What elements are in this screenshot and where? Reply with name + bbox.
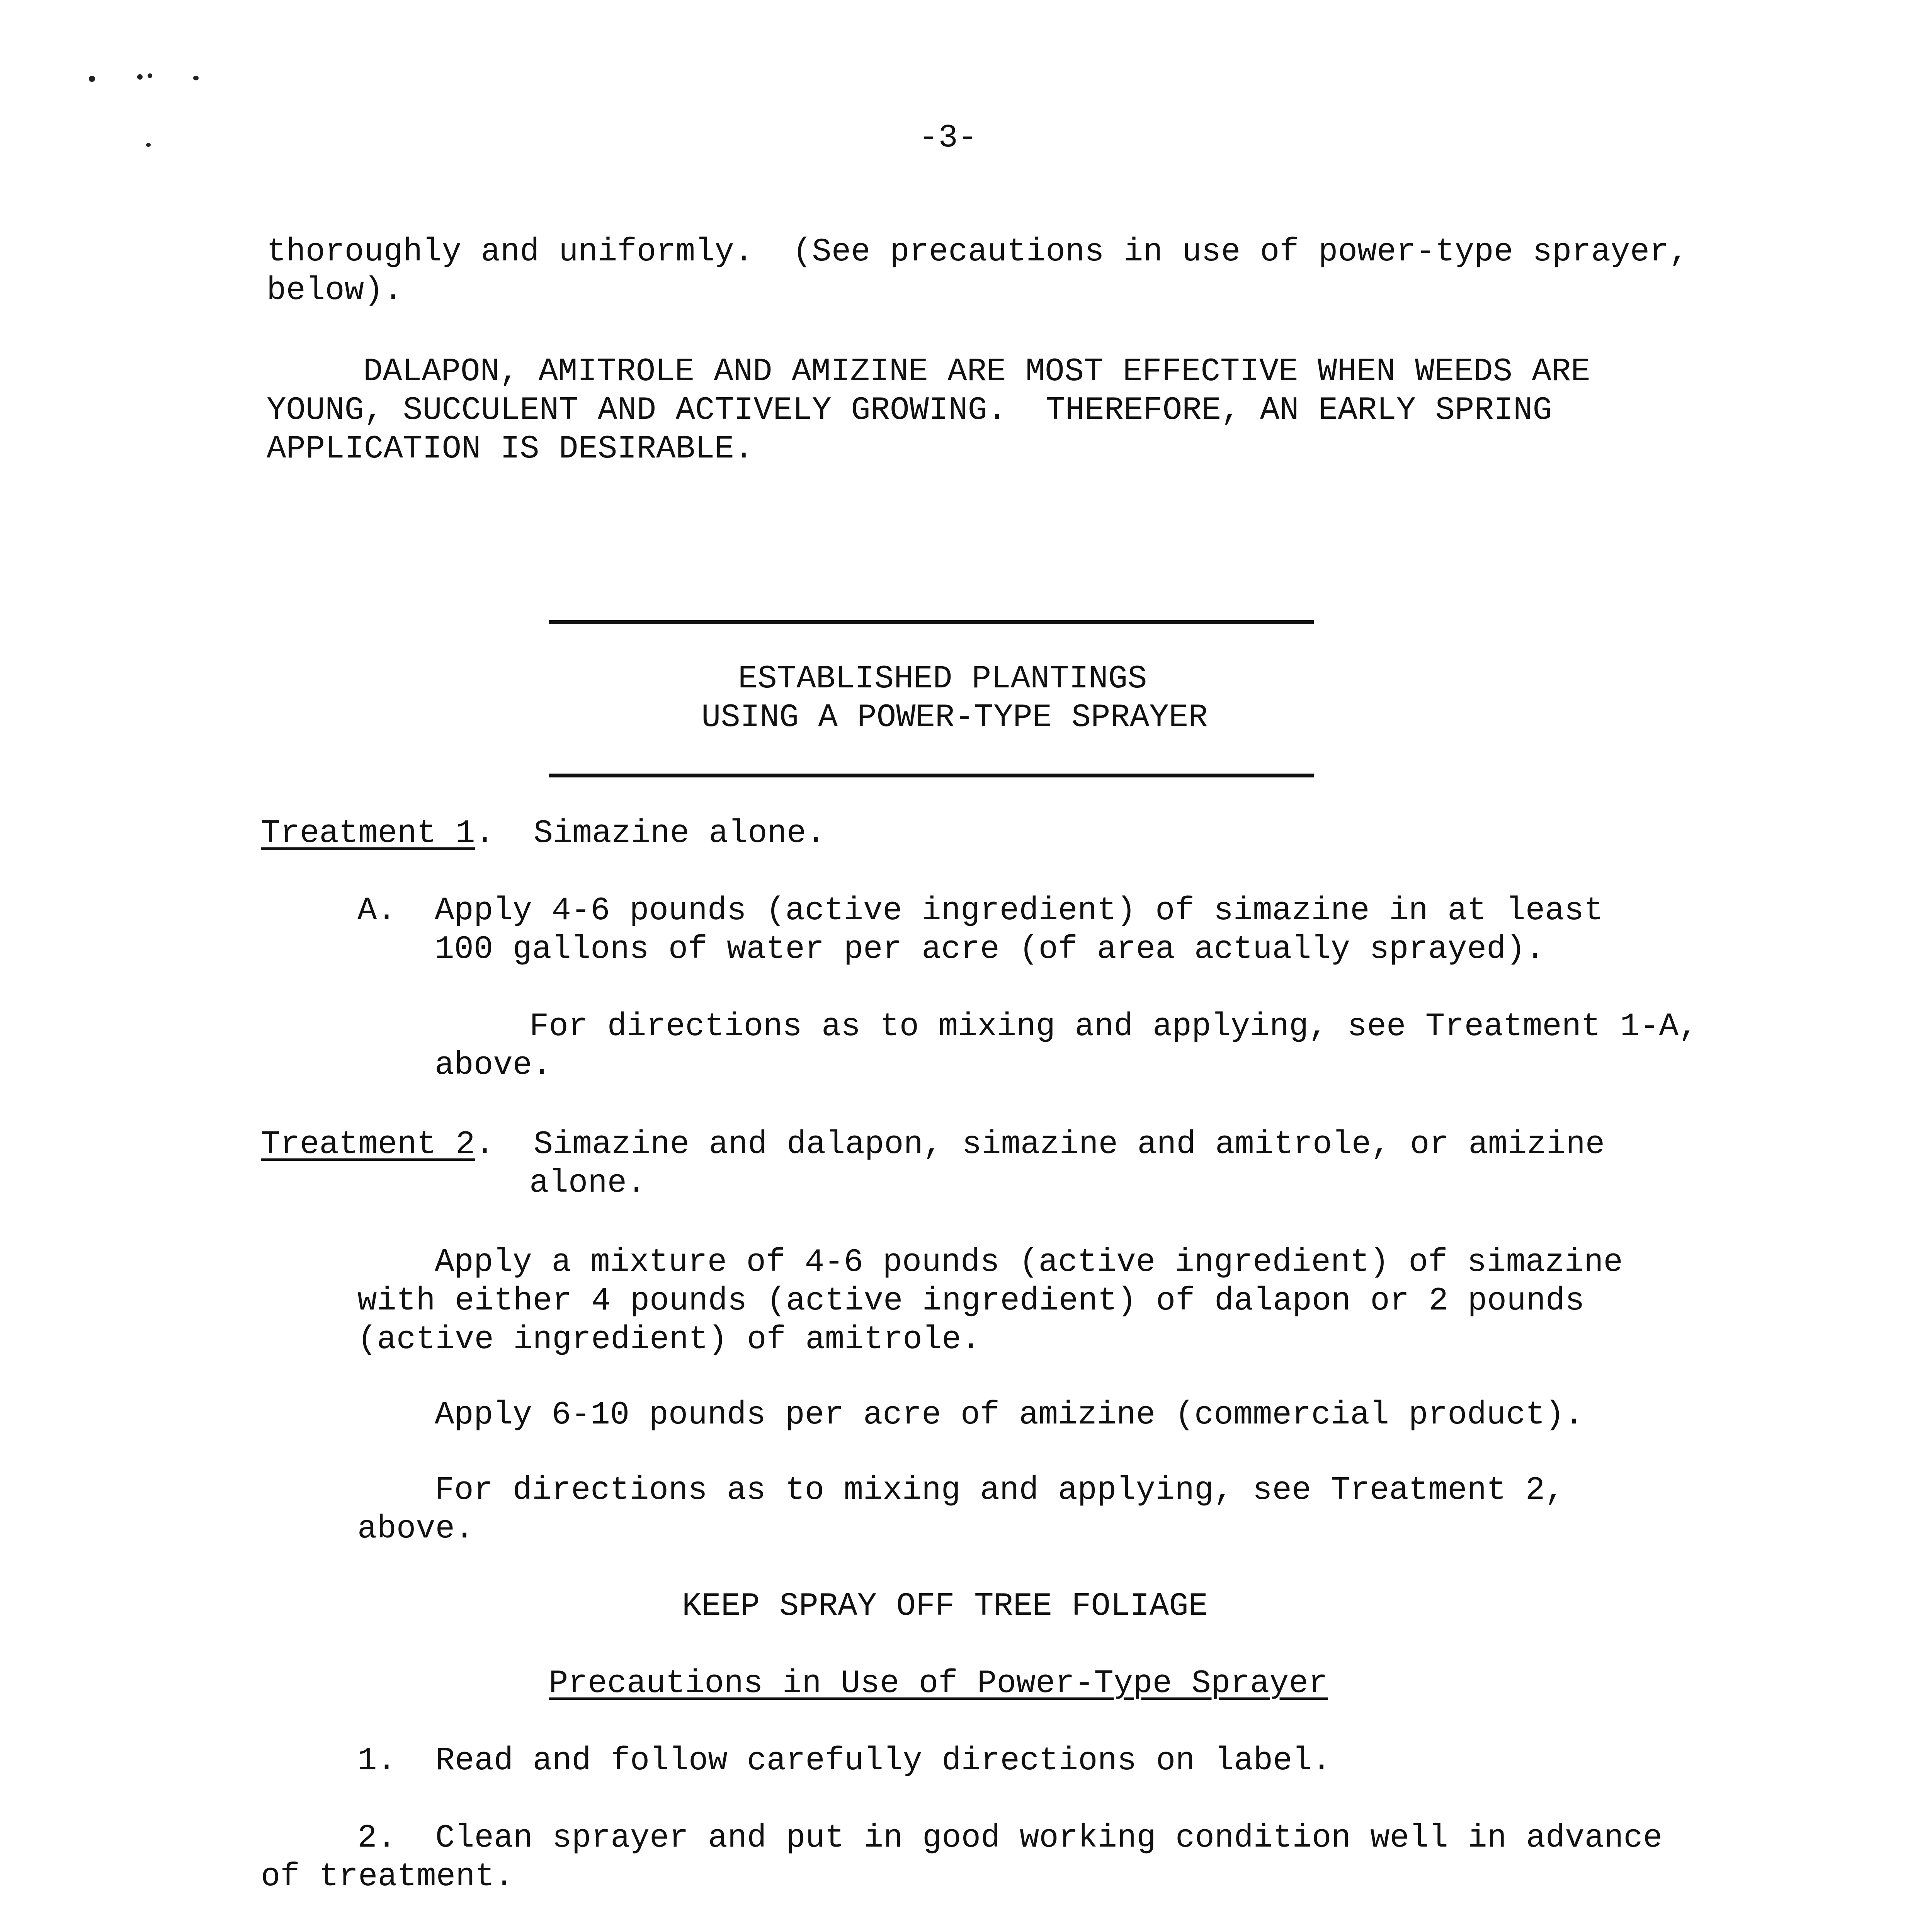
section-rule-top [549, 620, 1314, 624]
section-title-line-1: ESTABLISHED PLANTINGS [738, 661, 1147, 697]
precaution-2-line-2: of treatment. [261, 1859, 514, 1895]
intro-line-2: below). [267, 272, 403, 309]
treatment-2-mix-line-2: with either 4 pounds (active ingredient) of dalapon or 2 pounds [357, 1283, 1585, 1320]
treatment-2-mix-line-1: Apply a mixture of 4-6 pounds (active ingredient) of simazine [435, 1244, 1623, 1281]
keep-spray-heading: KEEP SPRAY OFF TREE FOLIAGE [682, 1588, 1208, 1625]
treatment-1-item-line-2: 100 gallons of water per acre (of area actually sprayed). [435, 931, 1545, 968]
treatment-1-directions-line-1: For directions as to mixing and applying, see Treatment 1-A, [529, 1009, 1698, 1045]
treatment-1-item-line-1: Apply 4-6 pounds (active ingredient) of simazine in at least [435, 893, 1604, 929]
treatment-1-heading [261, 815, 826, 852]
caps-note-line-3: APPLICATION IS DESIRABLE. [267, 431, 754, 468]
treatment-1-label: Treatment 1 [261, 815, 475, 852]
treatment-2-heading-line-2: alone. [529, 1165, 646, 1202]
treatment-2-heading-text: . Simazine and dalapon, simazine and amitrole, or amizine [475, 1126, 1605, 1163]
scan-mark [137, 74, 143, 80]
treatment-2-label: Treatment 2 [261, 1126, 475, 1163]
treatment-1-heading-text: . Simazine alone. [475, 815, 826, 852]
treatment-1-item-letter: A. [357, 893, 396, 929]
scan-mark [89, 76, 95, 82]
precaution-1: 1. Read and follow carefully directions on label. [357, 1743, 1332, 1779]
page-number: -3- [919, 120, 978, 156]
caps-note-line-2: YOUNG, SUCCULENT AND ACTIVELY GROWING. THEREFORE, AN EARLY SPRING [267, 392, 1552, 429]
treatment-2-heading [261, 1126, 1605, 1163]
treatment-2-mix-line-3: (active ingredient) of amitrole. [357, 1321, 981, 1358]
scan-mark [148, 73, 152, 78]
treatment-2-directions-line-1: For directions as to mixing and applying, see Treatment 2, [435, 1472, 1565, 1509]
treatment-1-directions-line-2: above. [435, 1047, 552, 1084]
treatment-2-directions-line-2: above. [357, 1511, 474, 1548]
precaution-2-line-1: 2. Clean sprayer and put in good working condition well in advance [357, 1820, 1663, 1857]
caps-note-line-1: DALAPON, AMITROLE AND AMIZINE ARE MOST EFFECTIVE WHEN WEEDS ARE [363, 354, 1590, 390]
scan-mark [193, 76, 199, 80]
precautions-title-text: Precautions in Use of Power-Type Sprayer [549, 1665, 1328, 1702]
treatment-2-amizine-line: Apply 6-10 pounds per acre of amizine (commercial product). [435, 1397, 1584, 1434]
section-title-line-2: USING A POWER-TYPE SPRAYER [701, 699, 1208, 736]
precautions-title [549, 1665, 1328, 1702]
section-rule-bottom [549, 774, 1314, 777]
intro-line-1: thoroughly and uniformly. (See precautions in use of power-type sprayer, [267, 234, 1689, 270]
scan-mark [146, 143, 151, 147]
